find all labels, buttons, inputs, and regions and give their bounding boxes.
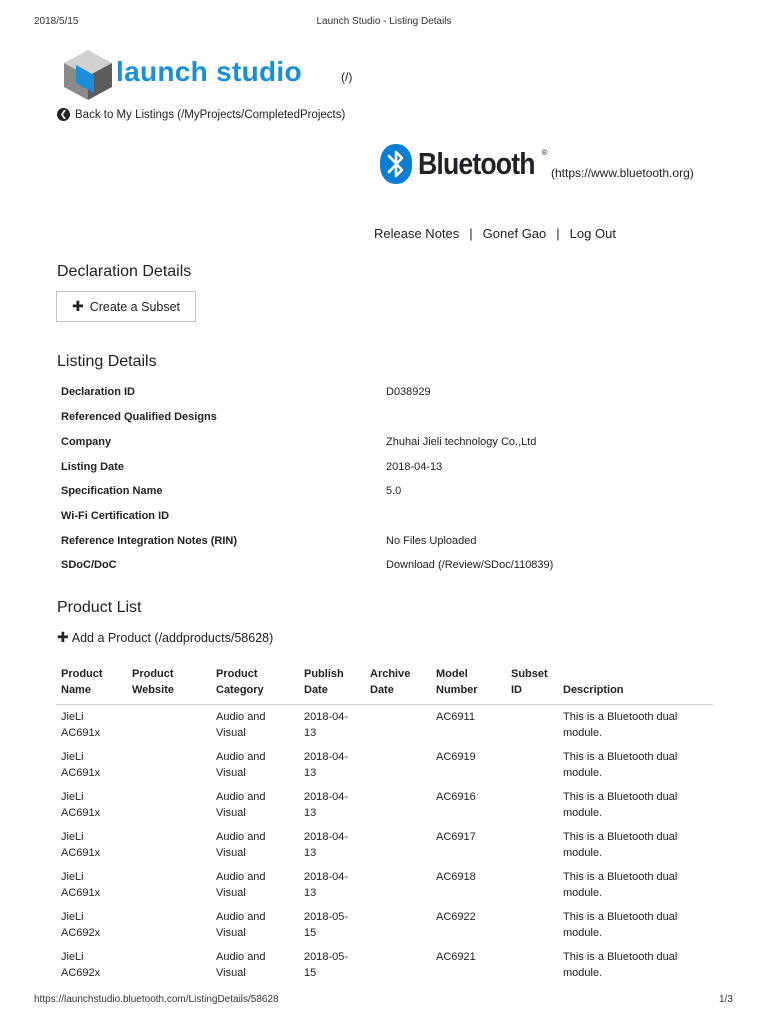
- log-out-link[interactable]: Log Out: [569, 226, 616, 241]
- publish-date-cell: 2018-04- 13: [304, 831, 349, 859]
- listing-details-heading: Listing Details: [57, 353, 157, 370]
- registered-mark: ®: [541, 148, 548, 157]
- add-product-label: Add a Product (/addproducts/58628): [71, 630, 274, 645]
- logo-text: launch studio: [116, 56, 302, 87]
- product-website-cell: [127, 825, 211, 865]
- model-number-cell: AC6917: [436, 831, 476, 843]
- publish-date-cell: 2018-04- 13: [304, 711, 349, 739]
- product-name-cell: JieLi AC691x: [61, 751, 101, 779]
- model-number-cell: AC6918: [436, 871, 476, 883]
- declaration-details-heading: Declaration Details: [57, 263, 192, 280]
- column-header: Product Website: [127, 666, 211, 705]
- subset-id-cell: [506, 865, 558, 905]
- product-category-cell: Audio and Visual: [216, 911, 266, 939]
- model-number-cell: AC6921: [436, 951, 476, 963]
- column-header: Product Category: [211, 666, 299, 705]
- product-website-cell: [127, 865, 211, 905]
- nav-separator: |: [556, 226, 560, 241]
- bluetooth-wordmark: Bluetooth: [418, 146, 535, 181]
- listing-label: Listing Date: [61, 461, 124, 473]
- table-header-row: [56, 666, 713, 705]
- description-cell: This is a Bluetooth dual module.: [563, 831, 678, 859]
- column-header: Description: [558, 666, 713, 705]
- plus-icon: ✚: [71, 298, 84, 314]
- listing-value: 2018-04-13: [386, 461, 443, 473]
- subset-id-cell: [506, 745, 558, 785]
- product-website-cell: [127, 705, 211, 746]
- subset-id-cell: [506, 945, 558, 985]
- print-url: https://launchstudio.bluetooth.com/ListingDetails/58628: [34, 994, 279, 1005]
- product-category-cell: Audio and Visual: [216, 751, 266, 779]
- listing-value: No Files Uploaded: [386, 535, 477, 547]
- subset-id-cell: [506, 905, 558, 945]
- table-row: [56, 785, 713, 825]
- product-category-cell: Audio and Visual: [216, 831, 266, 859]
- listing-label: Wi-Fi Certification ID: [61, 510, 170, 522]
- table-row: [56, 865, 713, 905]
- top-nav: [374, 226, 616, 241]
- print-title: Launch Studio - Listing Details: [316, 16, 452, 27]
- logo-link[interactable]: (/): [341, 70, 353, 84]
- launch-studio-logo[interactable]: [62, 44, 332, 104]
- listing-value: Zhuhai Jieli technology Co.,Ltd: [386, 436, 537, 448]
- bluetooth-org-link[interactable]: (https://www.bluetooth.org): [551, 166, 694, 180]
- user-name-link[interactable]: Gonef Gao: [482, 226, 547, 241]
- back-link-text: Back to My Listings (/MyProjects/CompletedProjects): [75, 108, 346, 121]
- release-notes-link[interactable]: Release Notes: [374, 226, 460, 241]
- archive-date-cell: [365, 825, 431, 865]
- archive-date-cell: [365, 905, 431, 945]
- product-name-cell: JieLi AC692x: [61, 911, 101, 939]
- product-name-cell: JieLi AC691x: [61, 711, 101, 739]
- archive-date-cell: [365, 745, 431, 785]
- table-row: [56, 705, 713, 746]
- plus-icon: ✚: [57, 629, 69, 645]
- column-header: Subset ID: [506, 666, 558, 705]
- listing-label: Reference Integration Notes (RIN): [61, 535, 238, 547]
- product-website-cell: [127, 785, 211, 825]
- product-list-heading: Product List: [57, 599, 142, 616]
- listing-label: Referenced Qualified Designs: [61, 411, 217, 423]
- table-row: [56, 905, 713, 945]
- product-website-cell: [127, 905, 211, 945]
- listing-label: Specification Name: [61, 485, 163, 497]
- nav-separator: |: [469, 226, 473, 241]
- print-date: 2018/5/15: [34, 16, 79, 27]
- archive-date-cell: [365, 945, 431, 985]
- archive-date-cell: [365, 865, 431, 905]
- listing-value: 5.0: [386, 485, 402, 497]
- product-website-cell: [127, 745, 211, 785]
- table-row: [56, 945, 713, 985]
- publish-date-cell: 2018-04- 13: [304, 751, 349, 779]
- table-row: [56, 745, 713, 785]
- model-number-cell: AC6916: [436, 791, 476, 803]
- publish-date-cell: 2018-04- 13: [304, 791, 349, 819]
- cube-icon: [62, 48, 114, 102]
- model-number-cell: AC6922: [436, 911, 476, 923]
- product-table: [56, 666, 713, 985]
- archive-date-cell: [365, 785, 431, 825]
- model-number-cell: AC6911: [436, 711, 475, 723]
- product-name-cell: JieLi AC691x: [61, 871, 101, 899]
- sdoc-download-link[interactable]: Download (/Review/SDoc/110839): [386, 559, 554, 571]
- product-category-cell: Audio and Visual: [216, 871, 266, 899]
- column-header: Product Name: [56, 666, 127, 705]
- product-name-cell: JieLi AC691x: [61, 831, 101, 859]
- archive-date-cell: [365, 705, 431, 746]
- description-cell: This is a Bluetooth dual module.: [563, 951, 678, 979]
- description-cell: This is a Bluetooth dual module.: [563, 711, 678, 739]
- product-category-cell: Audio and Visual: [216, 951, 266, 979]
- product-category-cell: Audio and Visual: [216, 711, 266, 739]
- column-header: Archive Date: [365, 666, 431, 705]
- description-cell: This is a Bluetooth dual module.: [563, 791, 678, 819]
- publish-date-cell: 2018-05- 15: [304, 911, 349, 939]
- create-subset-label: Create a Subset: [89, 299, 181, 314]
- listing-label: Declaration ID: [61, 386, 135, 398]
- bluetooth-icon: [380, 144, 412, 184]
- product-category-cell: Audio and Visual: [216, 791, 266, 819]
- product-name-cell: JieLi AC692x: [61, 951, 101, 979]
- page-number: 1/3: [719, 994, 733, 1005]
- arrow-left-icon: ❮: [57, 108, 70, 121]
- create-subset-button[interactable]: [56, 291, 196, 322]
- listing-label: SDoC/DoC: [61, 559, 117, 571]
- listing-label: Company: [61, 436, 112, 448]
- product-name-cell: JieLi AC691x: [61, 791, 101, 819]
- back-to-listings-link[interactable]: [57, 108, 345, 121]
- description-cell: This is a Bluetooth dual module.: [563, 871, 678, 899]
- product-website-cell: [127, 945, 211, 985]
- column-header: Publish Date: [299, 666, 365, 705]
- description-cell: This is a Bluetooth dual module.: [563, 751, 678, 779]
- model-number-cell: AC6919: [436, 751, 476, 763]
- add-product-link[interactable]: [57, 629, 273, 646]
- subset-id-cell: [506, 705, 558, 746]
- description-cell: This is a Bluetooth dual module.: [563, 911, 678, 939]
- table-row: [56, 825, 713, 865]
- publish-date-cell: 2018-04- 13: [304, 871, 349, 899]
- column-header: Model Number: [431, 666, 506, 705]
- bluetooth-logo[interactable]: [380, 144, 548, 184]
- listing-value: D038929: [386, 386, 431, 398]
- subset-id-cell: [506, 785, 558, 825]
- publish-date-cell: 2018-05- 15: [304, 951, 349, 979]
- subset-id-cell: [506, 825, 558, 865]
